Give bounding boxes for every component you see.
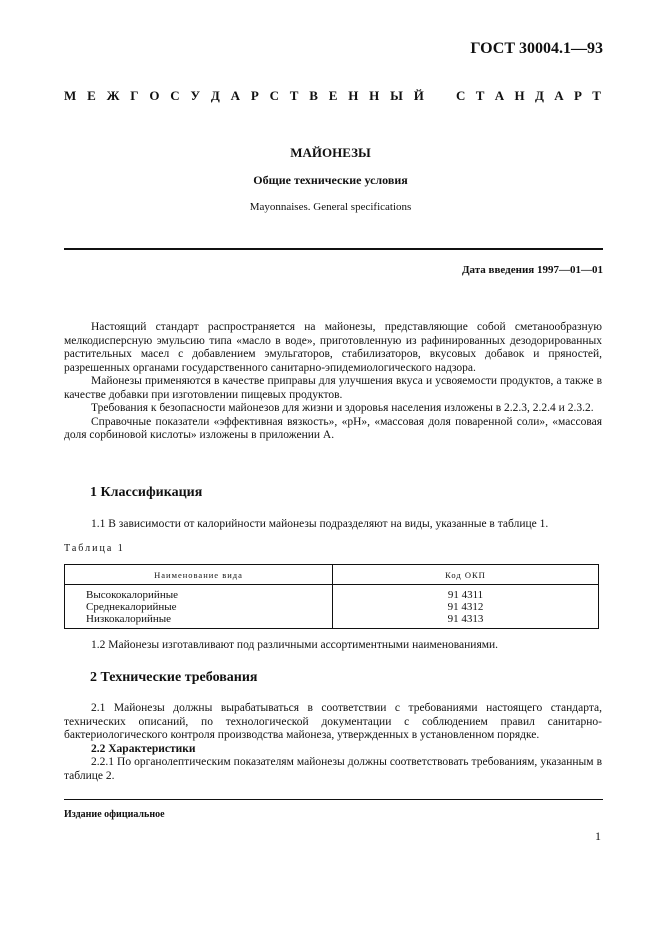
spaced-letter: Т xyxy=(289,88,299,103)
spaced-letter: Т xyxy=(475,88,485,103)
document-title: МАЙОНЕЗЫ xyxy=(290,145,371,160)
okp-code: 91 4312 xyxy=(447,601,484,613)
introduction-date: Дата введения 1997—01—01 xyxy=(461,264,603,276)
clause-text: 1.1 В зависимости от калорийности майонезы подразделяют на виды, указанные в таблице 1. xyxy=(91,518,549,530)
standard-type-word-1 xyxy=(64,88,424,104)
spaced-letter: С xyxy=(170,88,180,103)
table-1-caption: Таблица 1 xyxy=(64,543,125,554)
clause-2-2-heading: 2.2 Характеристики xyxy=(91,742,196,755)
clause-text: 1.2 Майонезы изготавливают под различными ассортиментными наименованиями. xyxy=(91,639,499,651)
spaced-letter: А xyxy=(494,88,505,103)
spaced-letter: С xyxy=(269,88,279,103)
footer-divider xyxy=(64,799,603,800)
section-1-heading: 1 Классификация xyxy=(90,485,203,500)
spaced-letter: Н xyxy=(514,88,525,103)
table-1 xyxy=(64,564,599,629)
spaced-letter: С xyxy=(456,88,466,103)
intro-text xyxy=(64,321,602,443)
spaced-letter: Е xyxy=(87,88,96,103)
table-header-name: Наименование вида xyxy=(65,565,333,585)
table-cell-codes xyxy=(333,585,599,629)
clause-2-2-1: 2.2.1 По органолептическим показателям майонезы должны соответствовать требованиям, указанным в таблице 2. xyxy=(64,756,602,782)
okp-code: 91 4313 xyxy=(447,613,484,625)
spaced-letter: А xyxy=(554,88,564,103)
intro-paragraph: Справочные показатели «эффективная вязкость», «pH», «массовая доля поваренной соли», «массовая доля сорбиновой кислоты» изложены в приложении А. xyxy=(64,415,602,441)
spaced-letter: Ж xyxy=(106,88,120,103)
table-cell-names xyxy=(65,585,333,629)
spaced-letter: У xyxy=(190,88,201,103)
clause-1-1 xyxy=(64,518,602,532)
title-divider xyxy=(64,248,603,250)
type-name: Низкокалорийные xyxy=(86,613,172,625)
spaced-letter: Е xyxy=(328,88,338,103)
spaced-letter: Ы xyxy=(390,88,403,103)
spaced-letter: Р xyxy=(573,88,582,103)
spaced-letter: М xyxy=(64,88,77,103)
spaced-letter: Г xyxy=(130,88,139,103)
spaced-letter: Д xyxy=(210,88,220,103)
section-2-text xyxy=(64,702,602,783)
section-2-heading: 2 Технические требования xyxy=(90,670,258,685)
spaced-letter: Р xyxy=(250,88,259,103)
spaced-letter: Т xyxy=(592,88,601,103)
standard-type-line xyxy=(64,88,601,104)
spaced-letter: Н xyxy=(369,88,380,103)
spaced-letter: О xyxy=(149,88,160,103)
intro-paragraph: Настоящий стандарт распространяется на майонезы, представляющие собой сметанообразную мелкодисперсную эмульсию типа «масло в воде», приготовленную из рафинированных дезодорированных растительных масел с добавлением эмульгаторов, стабилизаторов, вкусовых добавок и пряностей, разрешенных органами государственного санитарно-эпидемиологического надзора. xyxy=(64,321,602,374)
standard-type-word-2 xyxy=(456,88,601,104)
table-row xyxy=(65,585,599,629)
table-header-row xyxy=(65,565,599,585)
spaced-letter: В xyxy=(309,88,318,103)
spaced-letter: Й xyxy=(413,88,424,103)
spaced-letter: Н xyxy=(348,88,359,103)
edition-label: Издание официальное xyxy=(64,809,165,820)
gost-code: ГОСТ 30004.1—93 xyxy=(470,40,603,57)
okp-code: 91 4311 xyxy=(447,589,484,601)
english-title: Mayonnaises. General specifications xyxy=(249,201,412,213)
table-header-code: Код ОКП xyxy=(333,565,599,585)
spaced-letter: А xyxy=(230,88,240,103)
clause-2-1: 2.1 Майонезы должны вырабатываться в соответствии с требованиями настоящего стандарта, технических описаний, по технологической документации с соблюдением правил санитарно-бактериологического контроля производства майонеза, утвержденных в установленном порядке. xyxy=(64,702,602,741)
document-subtitle: Общие технические условия xyxy=(253,173,408,187)
clause-1-2 xyxy=(64,639,602,653)
type-name: Высококалорийные xyxy=(86,589,178,601)
type-name: Среднекалорийные xyxy=(86,601,177,613)
page-number: 1 xyxy=(595,829,601,843)
spaced-letter: Д xyxy=(534,88,544,103)
intro-paragraph: Требования к безопасности майонезов для жизни и здоровья населения изложены в 2.2.3, 2.2.4 и 2.3.2. xyxy=(91,402,594,414)
intro-paragraph: Майонезы применяются в качестве приправы для улучшения вкуса и усвояемости продуктов, а также в качестве добавки при изготовлении пищевых продуктов. xyxy=(64,375,602,401)
